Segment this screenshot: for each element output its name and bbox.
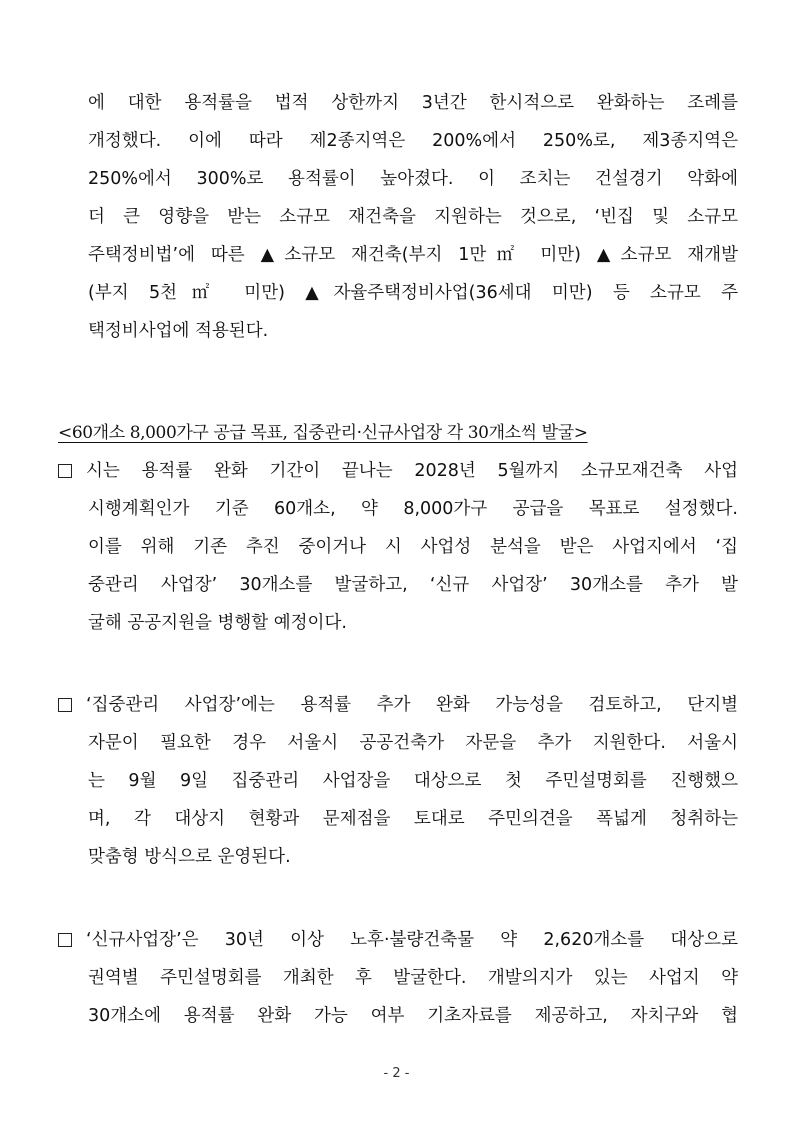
bullet-line: 중관리 사업장’ 30개소를 발굴하고, ‘신규 사업장’ 30개소를 추가 발 bbox=[88, 575, 738, 595]
bullet-line: 이를 위해 기존 추진 중이거나 시 사업성 분석을 받은 사업지에서 ‘집 bbox=[88, 537, 738, 557]
bullet-line: 는 9월 9일 집중관리 사업장을 대상으로 첫 주민설명회를 진행했으 bbox=[88, 771, 738, 791]
intro-line: 더 큰 영향을 받는 소규모 재건축을 지원하는 것으로, ‘빈집 및 소규모 bbox=[88, 207, 738, 227]
bullet-line: 시행계획인가 기준 60개소, 약 8,000가구 공급을 목표로 설정했다. bbox=[88, 499, 738, 519]
page-number: - 2 - bbox=[383, 1066, 410, 1081]
bullet-line: 굴해 공공지원을 병행할 예정이다. bbox=[88, 613, 347, 633]
bullet-line: 맞춤형 방식으로 운영된다. bbox=[88, 847, 291, 867]
bullet-paragraph bbox=[58, 686, 738, 876]
bullet-line: 30개소에 용적률 완화 가능 여부 기초자료를 제공하고, 자치구와 협 bbox=[88, 1006, 738, 1026]
bullet-line: 시는 용적률 완화 기간이 끝나는 2028년 5월까지 소규모재건축 사업 bbox=[86, 461, 738, 481]
intro-line: 택정비사업에 적용된다. bbox=[88, 321, 269, 341]
intro-line: (부지 5천㎡ 미만) ▲자율주택정비사업(36세대 미만) 등 소규모 주 bbox=[88, 283, 738, 303]
intro-line: 에 대한 용적률을 법적 상한까지 3년간 한시적으로 완화하는 조례를 bbox=[88, 93, 738, 113]
checkbox-bullet-icon bbox=[58, 464, 72, 478]
section-subheading: <60개소 8,000가구 공급 목표, 집중관리·신규사업장 각 30개소씩 발굴> bbox=[58, 423, 588, 443]
bullet-paragraph bbox=[58, 921, 738, 1035]
checkbox-bullet-icon bbox=[58, 698, 72, 712]
bullet-line: 권역별 주민설명회를 개최한 후 발굴한다. 개발의지가 있는 사업지 약 bbox=[88, 968, 738, 988]
bullet-line: 자문이 필요한 경우 서울시 공공건축가 자문을 추가 지원한다. 서울시 bbox=[88, 733, 738, 753]
intro-line: 주택정비법’에 따른 ▲소규모 재건축(부지 1만㎡ 미만) ▲소규모 재개발 bbox=[88, 245, 738, 265]
intro-paragraph bbox=[58, 84, 738, 350]
bullet-line: ‘집중관리 사업장’에는 용적률 추가 완화 가능성을 검토하고, 단지별 bbox=[86, 695, 738, 715]
bullet-line: 며, 각 대상지 현황과 문제점을 토대로 주민의견을 폭넓게 청취하는 bbox=[88, 809, 738, 829]
checkbox-bullet-icon bbox=[58, 933, 72, 947]
intro-line: 개정했다. 이에 따라 제2종지역은 200%에서 250%로, 제3종지역은 bbox=[88, 131, 738, 151]
bullet-line: ‘신규사업장’은 30년 이상 노후·불량건축물 약 2,620개소를 대상으로 bbox=[86, 930, 738, 950]
intro-line: 250%에서 300%로 용적률이 높아졌다. 이 조치는 건설경기 악화에 bbox=[88, 169, 738, 189]
bullet-paragraph bbox=[58, 452, 738, 642]
